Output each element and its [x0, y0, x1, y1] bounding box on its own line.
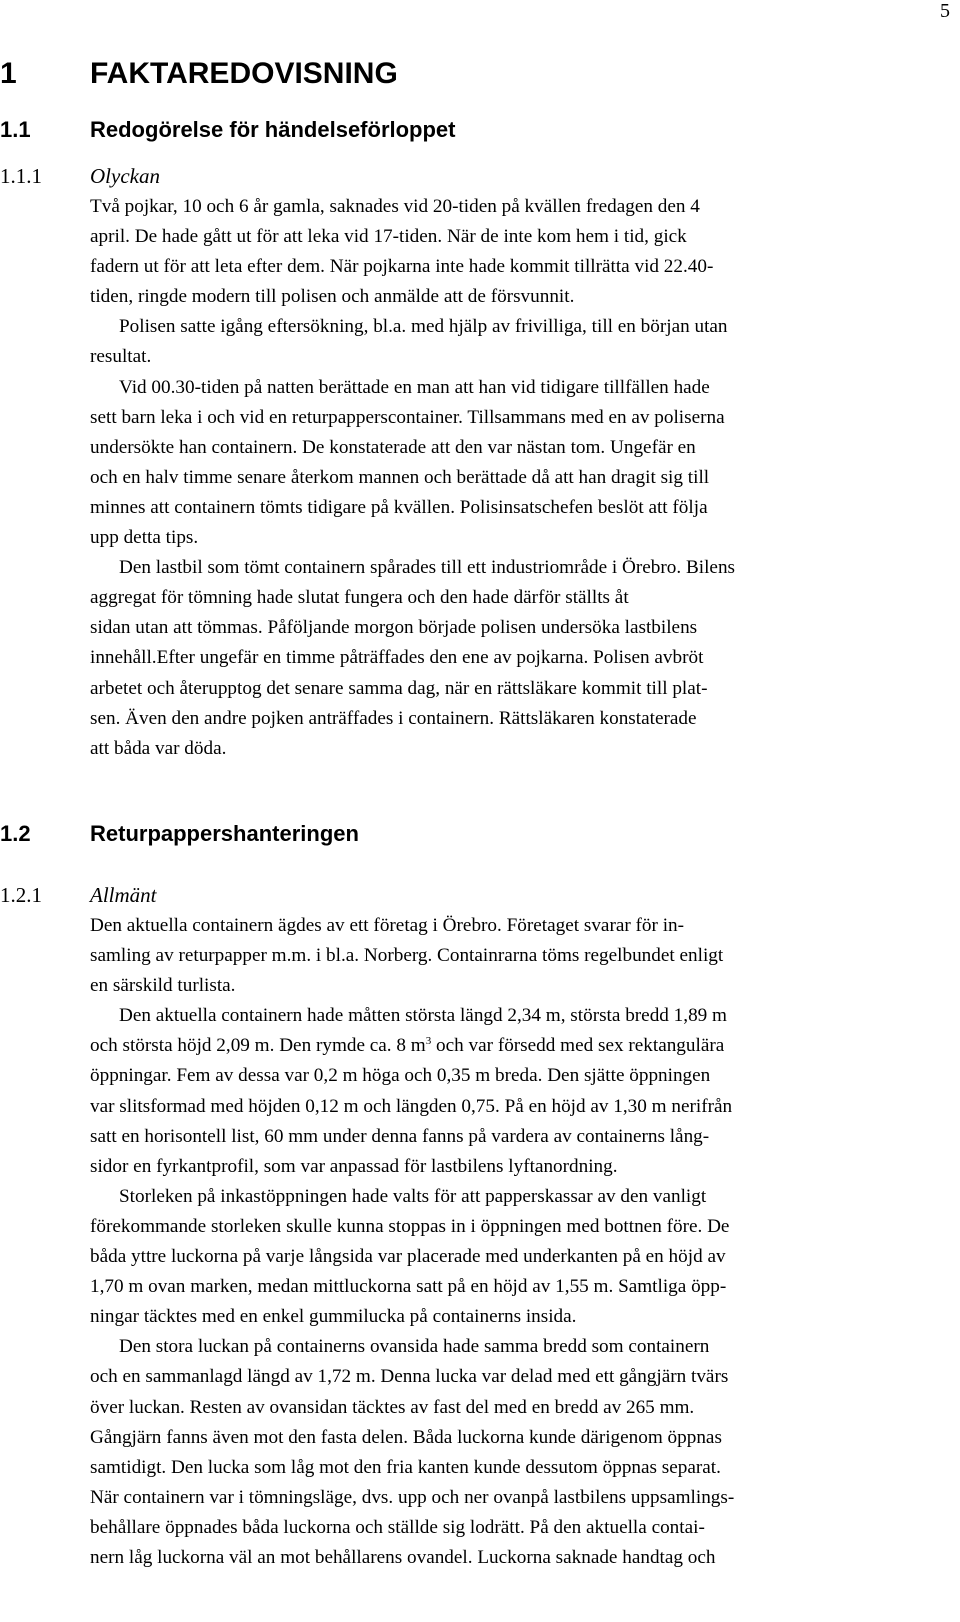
- paragraph: [90, 192, 922, 312]
- text-line: innehåll.Efter ungefär en timme påträffades den ene av pojkarna. Polisen avbröt: [90, 647, 704, 669]
- paragraph: [90, 553, 922, 764]
- text-line: aggregat för tömning hade slutat fungera och den hade därför ställts åt: [90, 587, 629, 609]
- text-line: arbetet och återupptog det senare samma dag, när en rättsläkare kommit till plat-: [90, 677, 708, 699]
- text-line: minnes att containern tömts tidigare på kvällen. Polisinsatschefen beslöt att följa: [90, 496, 708, 518]
- text-line: och en halv timme senare återkom mannen och berättade då att han dragit sig till: [90, 466, 710, 488]
- superscript-exponent: 3: [425, 1035, 432, 1048]
- section-number: 1.2: [0, 821, 31, 846]
- text-line: Vid 00.30-tiden på natten berättade en man att han vid tidigare tillfällen hade: [119, 376, 710, 398]
- text-segment: och var försedd med sex rektangulära: [431, 1035, 725, 1057]
- text-line: Den lastbil som tömt containern spårades till ett industriområde i Örebro. Bilens: [119, 557, 736, 579]
- text-line: samling av returpapper m.m. i bl.a. Norberg. Containrarna töms regelbundet enligt: [90, 945, 724, 967]
- text-line: När containern var i tömningsläge, dvs. upp och ner ovanpå lastbilens uppsamlings-: [90, 1486, 735, 1508]
- text-segment: och största höjd 2,09 m. Den rymde ca. 8 m: [90, 1035, 426, 1057]
- section-title: Returpappershanteringen: [90, 821, 359, 846]
- text-line: behållare öppnades båda luckorna och ställde sig lodrätt. På den aktuella contai-: [90, 1516, 705, 1538]
- text-line: ningar täcktes med en enkel gummilucka på containerns insida.: [90, 1306, 577, 1328]
- text-line: sidan utan att tömmas. Påföljande morgon började polisen undersöka lastbilens: [90, 617, 698, 639]
- text-line: Den stora luckan på containerns ovansida hade samma bredd som containern: [119, 1336, 710, 1358]
- text-line: båda yttre luckorna på varje långsida var placerade med underkanten på en höjd av: [90, 1246, 726, 1268]
- text-line: samtidigt. Den lucka som låg mot den fria kanten kunde dessutom öppnas separat.: [90, 1456, 721, 1478]
- text-line: att båda var döda.: [90, 737, 227, 759]
- paragraph: [90, 1332, 922, 1573]
- subsection-title: Allmänt: [90, 883, 157, 907]
- text-line: Den aktuella containern hade måtten största längd 2,34 m, största bredd 1,89 m: [119, 1005, 727, 1027]
- text-line: sett barn leka i och vid en returpapperscontainer. Tillsammans med en av poliserna: [90, 406, 725, 428]
- text-line-with-superscript: [90, 1031, 922, 1061]
- body-text-allmant: [90, 911, 922, 1573]
- subsection-number: 1.2.1: [0, 883, 42, 907]
- text-line: Storleken på inkastöppningen hade valts för att papperskassar av den vanligt: [119, 1185, 707, 1207]
- paragraph: [90, 911, 922, 1001]
- text-line: april. De hade gått ut för att leka vid 17-tiden. När de inte kom hem i tid, gick: [90, 226, 687, 248]
- text-line: nern låg luckorna väl an mot behållarens ovandel. Luckorna saknade handtag och: [90, 1546, 716, 1568]
- text-line: var slitsformad med höjden 0,12 m och längden 0,75. På en höjd av 1,30 m nerifrån: [90, 1095, 733, 1117]
- text-line: Gångjärn fanns även mot den fasta delen. Båda luckorna kunde därigenom öppnas: [90, 1426, 722, 1448]
- chapter-number: 1: [0, 57, 17, 90]
- text-line: fadern ut för att leta efter dem. När pojkarna inte hade kommit tillrätta vid 22.40-: [90, 256, 714, 278]
- paragraph: [90, 1001, 922, 1182]
- paragraph: [90, 1182, 922, 1332]
- text-line: sen. Även den andre pojken anträffades i containern. Rättsläkaren konstaterade: [90, 707, 697, 729]
- text-line: Polisen satte igång eftersökning, bl.a. med hjälp av frivilliga, till en början utan: [119, 316, 728, 338]
- body-text-olyckan: [90, 192, 922, 764]
- subsection-number: 1.1.1: [0, 164, 42, 188]
- text-line: 1,70 m ovan marken, medan mittluckorna satt på en höjd av 1,55 m. Samtliga öpp-: [90, 1276, 727, 1298]
- subsection-title: Olyckan: [90, 164, 160, 188]
- page-number: 5: [940, 0, 950, 22]
- text-line: sidor en fyrkantprofil, som var anpassad för lastbilens lyftanordning.: [90, 1155, 618, 1177]
- chapter-title: FAKTAREDOVISNING: [90, 57, 398, 90]
- text-line: och en sammanlagd längd av 1,72 m. Denna lucka var delad med ett gångjärn tvärs: [90, 1366, 729, 1388]
- text-line: tiden, ringde modern till polisen och anmälde att de försvunnit.: [90, 286, 575, 308]
- text-line: öppningar. Fem av dessa var 0,2 m höga och 0,35 m breda. Den sjätte öppningen: [90, 1065, 711, 1087]
- text-line: en särskild turlista.: [90, 975, 236, 997]
- text-line: Två pojkar, 10 och 6 år gamla, saknades vid 20-tiden på kvällen fredagen den 4: [90, 196, 700, 217]
- paragraph: [90, 373, 922, 554]
- text-line: Den aktuella containern ägdes av ett företag i Örebro. Företaget svarar för in-: [90, 915, 685, 936]
- section-title: Redogörelse för händelseförloppet: [90, 117, 456, 142]
- paragraph: [90, 312, 922, 372]
- text-line: resultat.: [90, 346, 152, 368]
- text-line: satt en horisontell list, 60 mm under denna fanns på vardera av containerns lång-: [90, 1125, 710, 1147]
- section-number: 1.1: [0, 117, 31, 142]
- text-line: förekommande storleken skulle kunna stoppas in i öppningen med bottnen före. De: [90, 1215, 730, 1237]
- text-line: undersökte han containern. De konstaterade att den var nästan tom. Ungefär en: [90, 436, 696, 458]
- text-line: över luckan. Resten av ovansidan täcktes av fast del med en bredd av 265 mm.: [90, 1396, 695, 1418]
- text-line: upp detta tips.: [90, 527, 199, 549]
